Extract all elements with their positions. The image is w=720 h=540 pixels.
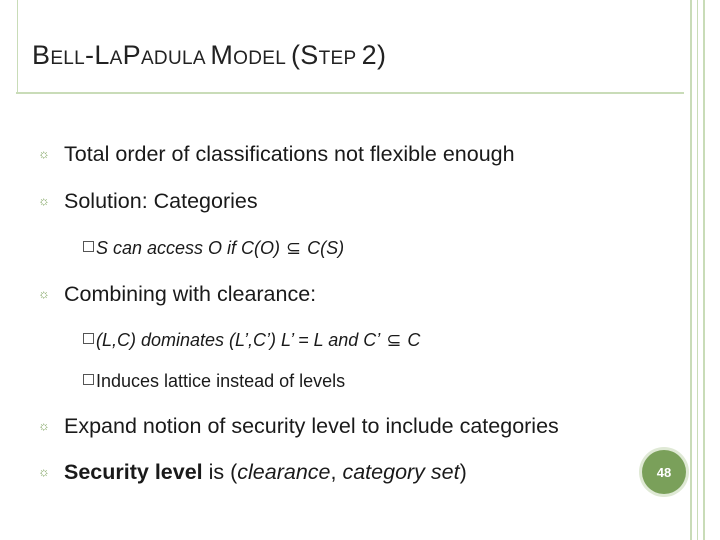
page-number-badge: 48 (642, 450, 686, 494)
bullet-text: Combining with clearance: (64, 282, 317, 306)
square-bullet-icon (83, 241, 94, 252)
title-part: ODEL (233, 48, 291, 69)
subbullet-text: (L,C) dominates (L’,C’) L’ = L and C’ ⊆ C (96, 330, 421, 350)
frame-line-right-2 (697, 0, 698, 540)
subbullet-text: Induces lattice instead of levels (96, 371, 346, 391)
title-part: A (109, 48, 123, 69)
square-bullet-icon (83, 374, 94, 385)
sun-bullet-icon: ☼ (38, 286, 50, 301)
subset-symbol: ⊆ (386, 330, 402, 350)
subbullet-text: S can access O if C(O) ⊆ C(S) (96, 238, 345, 258)
title-part: L (94, 40, 110, 70)
title-part: M (210, 40, 234, 70)
subset-symbol: ⊆ (286, 238, 302, 258)
frame-line-right-1 (690, 0, 692, 540)
title-part: ADULA (140, 48, 211, 69)
title-part: TEP (318, 48, 362, 69)
slide-title (32, 40, 386, 71)
bullet-text: Expand notion of security level to include categories (64, 414, 559, 438)
square-bullet-icon (83, 333, 94, 344)
bullet-text: Solution: Categories (64, 189, 258, 213)
frame-line-right-3 (703, 0, 705, 540)
frame-line-left (17, 0, 18, 93)
title-part: ELL (50, 48, 86, 69)
title-part: - (85, 40, 95, 70)
sun-bullet-icon: ☼ (38, 464, 50, 479)
title-part: (S (290, 40, 319, 70)
title-part: P (122, 40, 141, 70)
sun-bullet-icon: ☼ (38, 193, 50, 208)
sun-bullet-icon: ☼ (38, 146, 50, 161)
title-part: 2) (361, 40, 387, 70)
title-divider (16, 92, 684, 94)
bullet-text: Total order of classifications not flexible enough (64, 142, 515, 166)
sun-bullet-icon: ☼ (38, 418, 50, 433)
bullet-text: Security level is (clearance, category set) (64, 460, 467, 484)
title-part: B (32, 40, 51, 70)
